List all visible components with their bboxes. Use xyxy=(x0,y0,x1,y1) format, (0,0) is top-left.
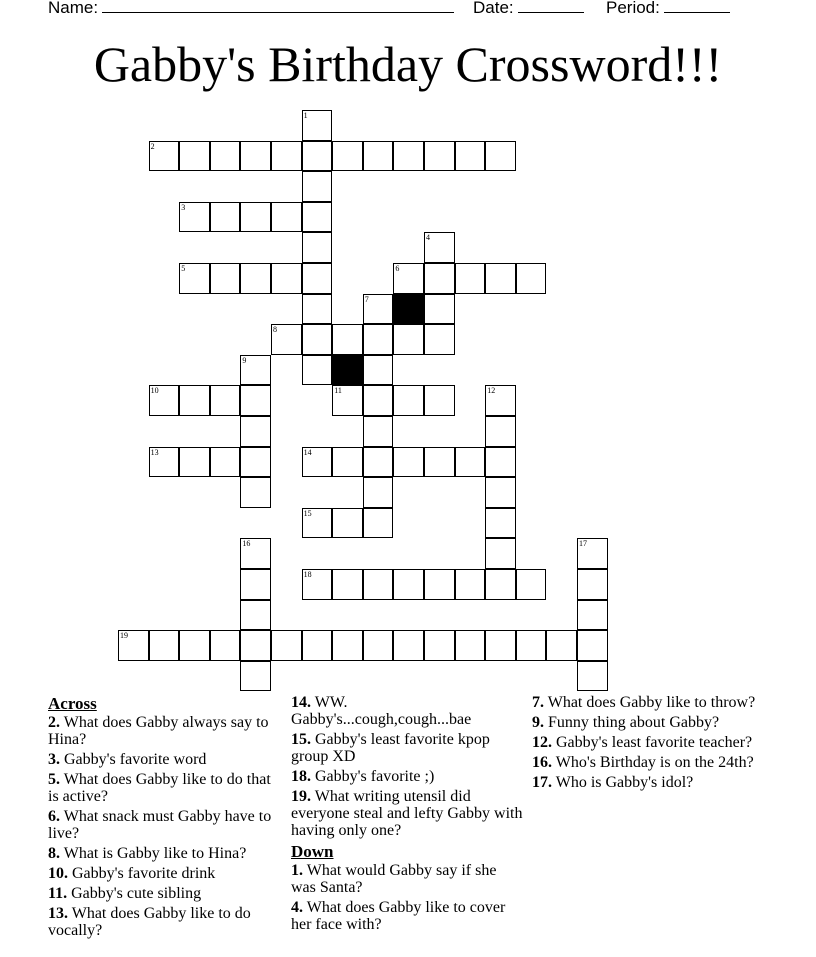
clue-item-text: What does Gabby like to do that is active? xyxy=(48,771,271,805)
clue-item xyxy=(48,714,278,748)
clue-item xyxy=(48,865,278,882)
crossword-cell[interactable] xyxy=(271,141,302,172)
name-blank-line[interactable] xyxy=(102,0,454,13)
crossword-cell[interactable] xyxy=(424,630,455,661)
crossword-cell[interactable] xyxy=(302,569,333,600)
across-clue-list-continued xyxy=(291,694,523,839)
crossword-cell[interactable] xyxy=(179,202,210,233)
crossword-cell[interactable] xyxy=(302,355,333,386)
crossword-cell[interactable] xyxy=(332,447,363,478)
crossword-cell[interactable] xyxy=(424,447,455,478)
crossword-cell[interactable] xyxy=(179,630,210,661)
clue-item xyxy=(532,714,764,731)
clue-item xyxy=(48,845,278,862)
crossword-cell[interactable] xyxy=(485,141,516,172)
crossword-cell[interactable] xyxy=(363,630,394,661)
crossword-cell[interactable] xyxy=(424,324,455,355)
page-title: Gabby's Birthday Crossword!!! xyxy=(93,36,723,92)
crossword-cell[interactable] xyxy=(302,263,333,294)
crossword-cell[interactable] xyxy=(240,661,271,692)
crossword-cell[interactable] xyxy=(363,141,394,172)
crossword-cell[interactable] xyxy=(210,263,241,294)
clue-number: 9 xyxy=(242,355,247,365)
clue-number: 14 xyxy=(303,447,312,457)
crossword-cell[interactable] xyxy=(332,569,363,600)
clue-item-text: What would Gabby say if she was Santa? xyxy=(291,862,497,896)
crossword-cell[interactable] xyxy=(271,630,302,661)
crossword-cell[interactable] xyxy=(240,263,271,294)
down-clue-list xyxy=(291,862,523,933)
crossword-cell[interactable] xyxy=(363,569,394,600)
crossword-cell[interactable] xyxy=(393,630,424,661)
crossword-cell[interactable] xyxy=(271,202,302,233)
clue-number: 6 xyxy=(395,264,400,273)
clue-item xyxy=(48,905,278,939)
crossword-cell[interactable] xyxy=(118,630,149,661)
black-square xyxy=(332,355,363,386)
clue-item-number: 18. xyxy=(291,768,311,785)
crossword-cell[interactable] xyxy=(240,538,271,569)
crossword-cell[interactable] xyxy=(240,202,271,233)
crossword-cell[interactable] xyxy=(240,416,271,447)
clue-item-number: 10. xyxy=(48,865,68,882)
clue-item-number: 14. xyxy=(291,694,311,711)
crossword-cell[interactable] xyxy=(577,600,608,631)
crossword-cell[interactable] xyxy=(516,569,547,600)
crossword-cell[interactable] xyxy=(455,141,486,172)
crossword-cell[interactable] xyxy=(302,110,333,141)
clue-number: 2 xyxy=(150,141,155,151)
clue-number: 5 xyxy=(181,264,186,273)
crossword-cell[interactable] xyxy=(393,569,424,600)
crossword-cell[interactable] xyxy=(240,447,271,478)
crossword-cell[interactable] xyxy=(332,324,363,355)
crossword-cell[interactable] xyxy=(516,630,547,661)
crossword-cell[interactable] xyxy=(302,324,333,355)
crossword-cell[interactable] xyxy=(302,508,333,539)
clue-item-text: What does Gabby like to cover her face with? xyxy=(291,899,506,933)
crossword-cell[interactable] xyxy=(302,141,333,172)
clue-item xyxy=(291,899,523,933)
period-field[interactable] xyxy=(606,0,730,18)
crossword-cell[interactable] xyxy=(332,630,363,661)
crossword-cell[interactable] xyxy=(485,538,516,569)
crossword-cell[interactable] xyxy=(363,508,394,539)
crossword-cell[interactable] xyxy=(210,385,241,416)
crossword-cell[interactable] xyxy=(393,447,424,478)
crossword-cell[interactable] xyxy=(516,263,547,294)
crossword-cell[interactable] xyxy=(363,324,394,355)
date-field[interactable] xyxy=(473,0,584,18)
crossword-cell[interactable] xyxy=(577,569,608,600)
clue-item xyxy=(532,754,764,771)
crossword-cell[interactable] xyxy=(485,630,516,661)
crossword-cell[interactable] xyxy=(210,447,241,478)
clue-item-number: 12. xyxy=(532,734,552,751)
crossword-cell[interactable] xyxy=(393,141,424,172)
clue-item-text: What snack must Gabby have to live? xyxy=(48,808,272,842)
crossword-cell[interactable] xyxy=(240,630,271,661)
crossword-cell[interactable] xyxy=(332,508,363,539)
clue-item xyxy=(48,771,278,805)
crossword-cell[interactable] xyxy=(302,232,333,263)
crossword-cell[interactable] xyxy=(179,385,210,416)
clue-item-text: Gabby's least favorite teacher? xyxy=(552,734,753,751)
crossword-cell[interactable] xyxy=(424,294,455,325)
clue-number: 11 xyxy=(334,386,342,396)
crossword-cell[interactable] xyxy=(240,600,271,631)
clue-item-text: Gabby's favorite word xyxy=(60,751,207,768)
down-heading: Down xyxy=(291,842,334,861)
clue-number: 7 xyxy=(364,294,369,304)
crossword-cell[interactable] xyxy=(363,294,394,325)
clue-item-number: 19. xyxy=(291,788,311,805)
clue-item-text: Gabby's least favorite kpop group XD xyxy=(291,731,490,765)
crossword-cell[interactable] xyxy=(393,385,424,416)
clue-number: 16 xyxy=(242,539,251,549)
clue-item-text: What does Gabby always say to Hina? xyxy=(48,714,269,748)
clue-item-number: 5. xyxy=(48,771,60,788)
crossword-cell[interactable] xyxy=(485,385,516,416)
clue-item-text: What does Gabby like to do vocally? xyxy=(48,905,251,939)
clue-item-number: 13. xyxy=(48,905,68,922)
clue-number: 3 xyxy=(181,202,186,212)
crossword-cell[interactable] xyxy=(485,477,516,508)
clue-number: 13 xyxy=(150,447,159,457)
period-blank-line[interactable] xyxy=(664,0,730,13)
across-heading: Across xyxy=(48,694,97,713)
crossword-cell[interactable] xyxy=(577,538,608,569)
crossword-cell[interactable] xyxy=(424,263,455,294)
clue-item-number: 3. xyxy=(48,751,60,768)
crossword-cell[interactable] xyxy=(485,263,516,294)
crossword-cell[interactable] xyxy=(240,569,271,600)
across-clue-list xyxy=(48,714,278,939)
crossword-cell[interactable] xyxy=(577,661,608,692)
clue-item-text: Gabby's favorite drink xyxy=(68,865,216,882)
clue-item-text: Who is Gabby's idol? xyxy=(552,774,694,791)
crossword-cell[interactable] xyxy=(149,141,180,172)
crossword-cell[interactable] xyxy=(485,447,516,478)
crossword-cell[interactable] xyxy=(302,202,333,233)
crossword-cell[interactable] xyxy=(393,263,424,294)
clue-item-number: 17. xyxy=(532,774,552,791)
clue-item-text: Who's Birthday is on the 24th? xyxy=(552,754,754,771)
crossword-cell[interactable] xyxy=(455,569,486,600)
clue-item xyxy=(532,774,764,791)
clue-item-text: Gabby's cute sibling xyxy=(67,885,202,902)
clue-item-number: 8. xyxy=(48,845,60,862)
clue-item xyxy=(291,731,523,765)
crossword-cell[interactable] xyxy=(363,355,394,386)
crossword-cell[interactable] xyxy=(332,141,363,172)
crossword-cell[interactable] xyxy=(149,630,180,661)
crossword-cell[interactable] xyxy=(546,630,577,661)
crossword-cell[interactable] xyxy=(363,477,394,508)
clue-item-number: 15. xyxy=(291,731,311,748)
crossword-cell[interactable] xyxy=(149,447,180,478)
clue-item-text: What writing utensil did everyone steal and lefty Gabby with having only one? xyxy=(291,788,523,839)
crossword-cell[interactable] xyxy=(577,630,608,661)
crossword-cell[interactable] xyxy=(210,141,241,172)
clue-item-text: WW. Gabby's...cough,cough...bae xyxy=(291,694,472,728)
crossword-cell[interactable] xyxy=(424,385,455,416)
crossword-cell[interactable] xyxy=(240,355,271,386)
crossword-cell[interactable] xyxy=(302,630,333,661)
crossword-cell[interactable] xyxy=(485,508,516,539)
crossword-cell[interactable] xyxy=(240,141,271,172)
clue-item xyxy=(532,734,764,751)
down-clue-list-continued xyxy=(532,694,764,791)
clue-number: 8 xyxy=(273,325,277,335)
black-square xyxy=(393,294,424,325)
clue-number: 15 xyxy=(303,508,312,518)
crossword-cell[interactable] xyxy=(179,447,210,478)
clue-number: 17 xyxy=(579,539,587,549)
crossword-cell[interactable] xyxy=(424,569,455,600)
crossword-cell[interactable] xyxy=(271,324,302,355)
name-label: Name: xyxy=(48,0,99,17)
crossword-cell[interactable] xyxy=(271,263,302,294)
crossword-cell[interactable] xyxy=(302,447,333,478)
clue-item-text: What is Gabby like to Hina? xyxy=(60,845,247,862)
clue-item-number: 9. xyxy=(532,714,544,731)
clue-number: 18 xyxy=(303,570,312,579)
crossword-cell[interactable] xyxy=(455,447,486,478)
clue-item-number: 11. xyxy=(48,885,68,902)
crossword-cell[interactable] xyxy=(210,630,241,661)
clue-item-text: Funny thing about Gabby? xyxy=(544,714,720,731)
crossword-cell[interactable] xyxy=(210,202,241,233)
crossword-cell[interactable] xyxy=(240,385,271,416)
clue-number: 4 xyxy=(426,233,430,243)
clue-item-number: 4. xyxy=(291,899,303,916)
crossword-cell[interactable] xyxy=(240,477,271,508)
clue-number: 19 xyxy=(120,631,128,641)
clue-number: 1 xyxy=(303,111,308,120)
clue-item xyxy=(48,808,278,842)
clue-number: 12 xyxy=(487,386,496,396)
name-field[interactable] xyxy=(48,0,454,18)
crossword-cell[interactable] xyxy=(485,569,516,600)
clue-item-number: 1. xyxy=(291,862,303,879)
clue-item-number: 6. xyxy=(48,808,60,825)
crossword-cell[interactable] xyxy=(363,416,394,447)
clue-item xyxy=(291,694,523,728)
clue-item-number: 7. xyxy=(532,694,544,711)
clue-item-number: 2. xyxy=(48,714,60,731)
crossword-cell[interactable] xyxy=(424,232,455,263)
crossword-cell[interactable] xyxy=(455,630,486,661)
date-label: Date: xyxy=(473,0,514,17)
crossword-cell[interactable] xyxy=(179,263,210,294)
clue-number: 10 xyxy=(150,386,159,396)
crossword-cell[interactable] xyxy=(485,416,516,447)
crossword-cell[interactable] xyxy=(302,294,333,325)
crossword-cell[interactable] xyxy=(179,141,210,172)
clue-item xyxy=(291,862,523,896)
crossword-cell[interactable] xyxy=(393,324,424,355)
clue-item-text: Gabby's favorite ;) xyxy=(311,768,435,785)
clue-item-text: What does Gabby like to throw? xyxy=(544,694,756,711)
clues-column-2 xyxy=(291,694,523,936)
clue-item xyxy=(291,768,523,785)
date-blank-line[interactable] xyxy=(518,0,584,13)
clues-column-3 xyxy=(532,694,764,794)
crossword-cell[interactable] xyxy=(149,385,180,416)
clue-item xyxy=(48,885,278,902)
crossword-cell[interactable] xyxy=(363,447,394,478)
clue-item xyxy=(532,694,764,711)
clues-column-1 xyxy=(48,694,278,942)
crossword-cell[interactable] xyxy=(455,263,486,294)
clue-item xyxy=(291,788,523,839)
period-label: Period: xyxy=(606,0,660,17)
clue-item xyxy=(48,751,278,768)
crossword-cell[interactable] xyxy=(332,385,363,416)
crossword-cell[interactable] xyxy=(302,171,333,202)
clue-item-number: 16. xyxy=(532,754,552,771)
crossword-cell[interactable] xyxy=(363,385,394,416)
crossword-cell[interactable] xyxy=(424,141,455,172)
